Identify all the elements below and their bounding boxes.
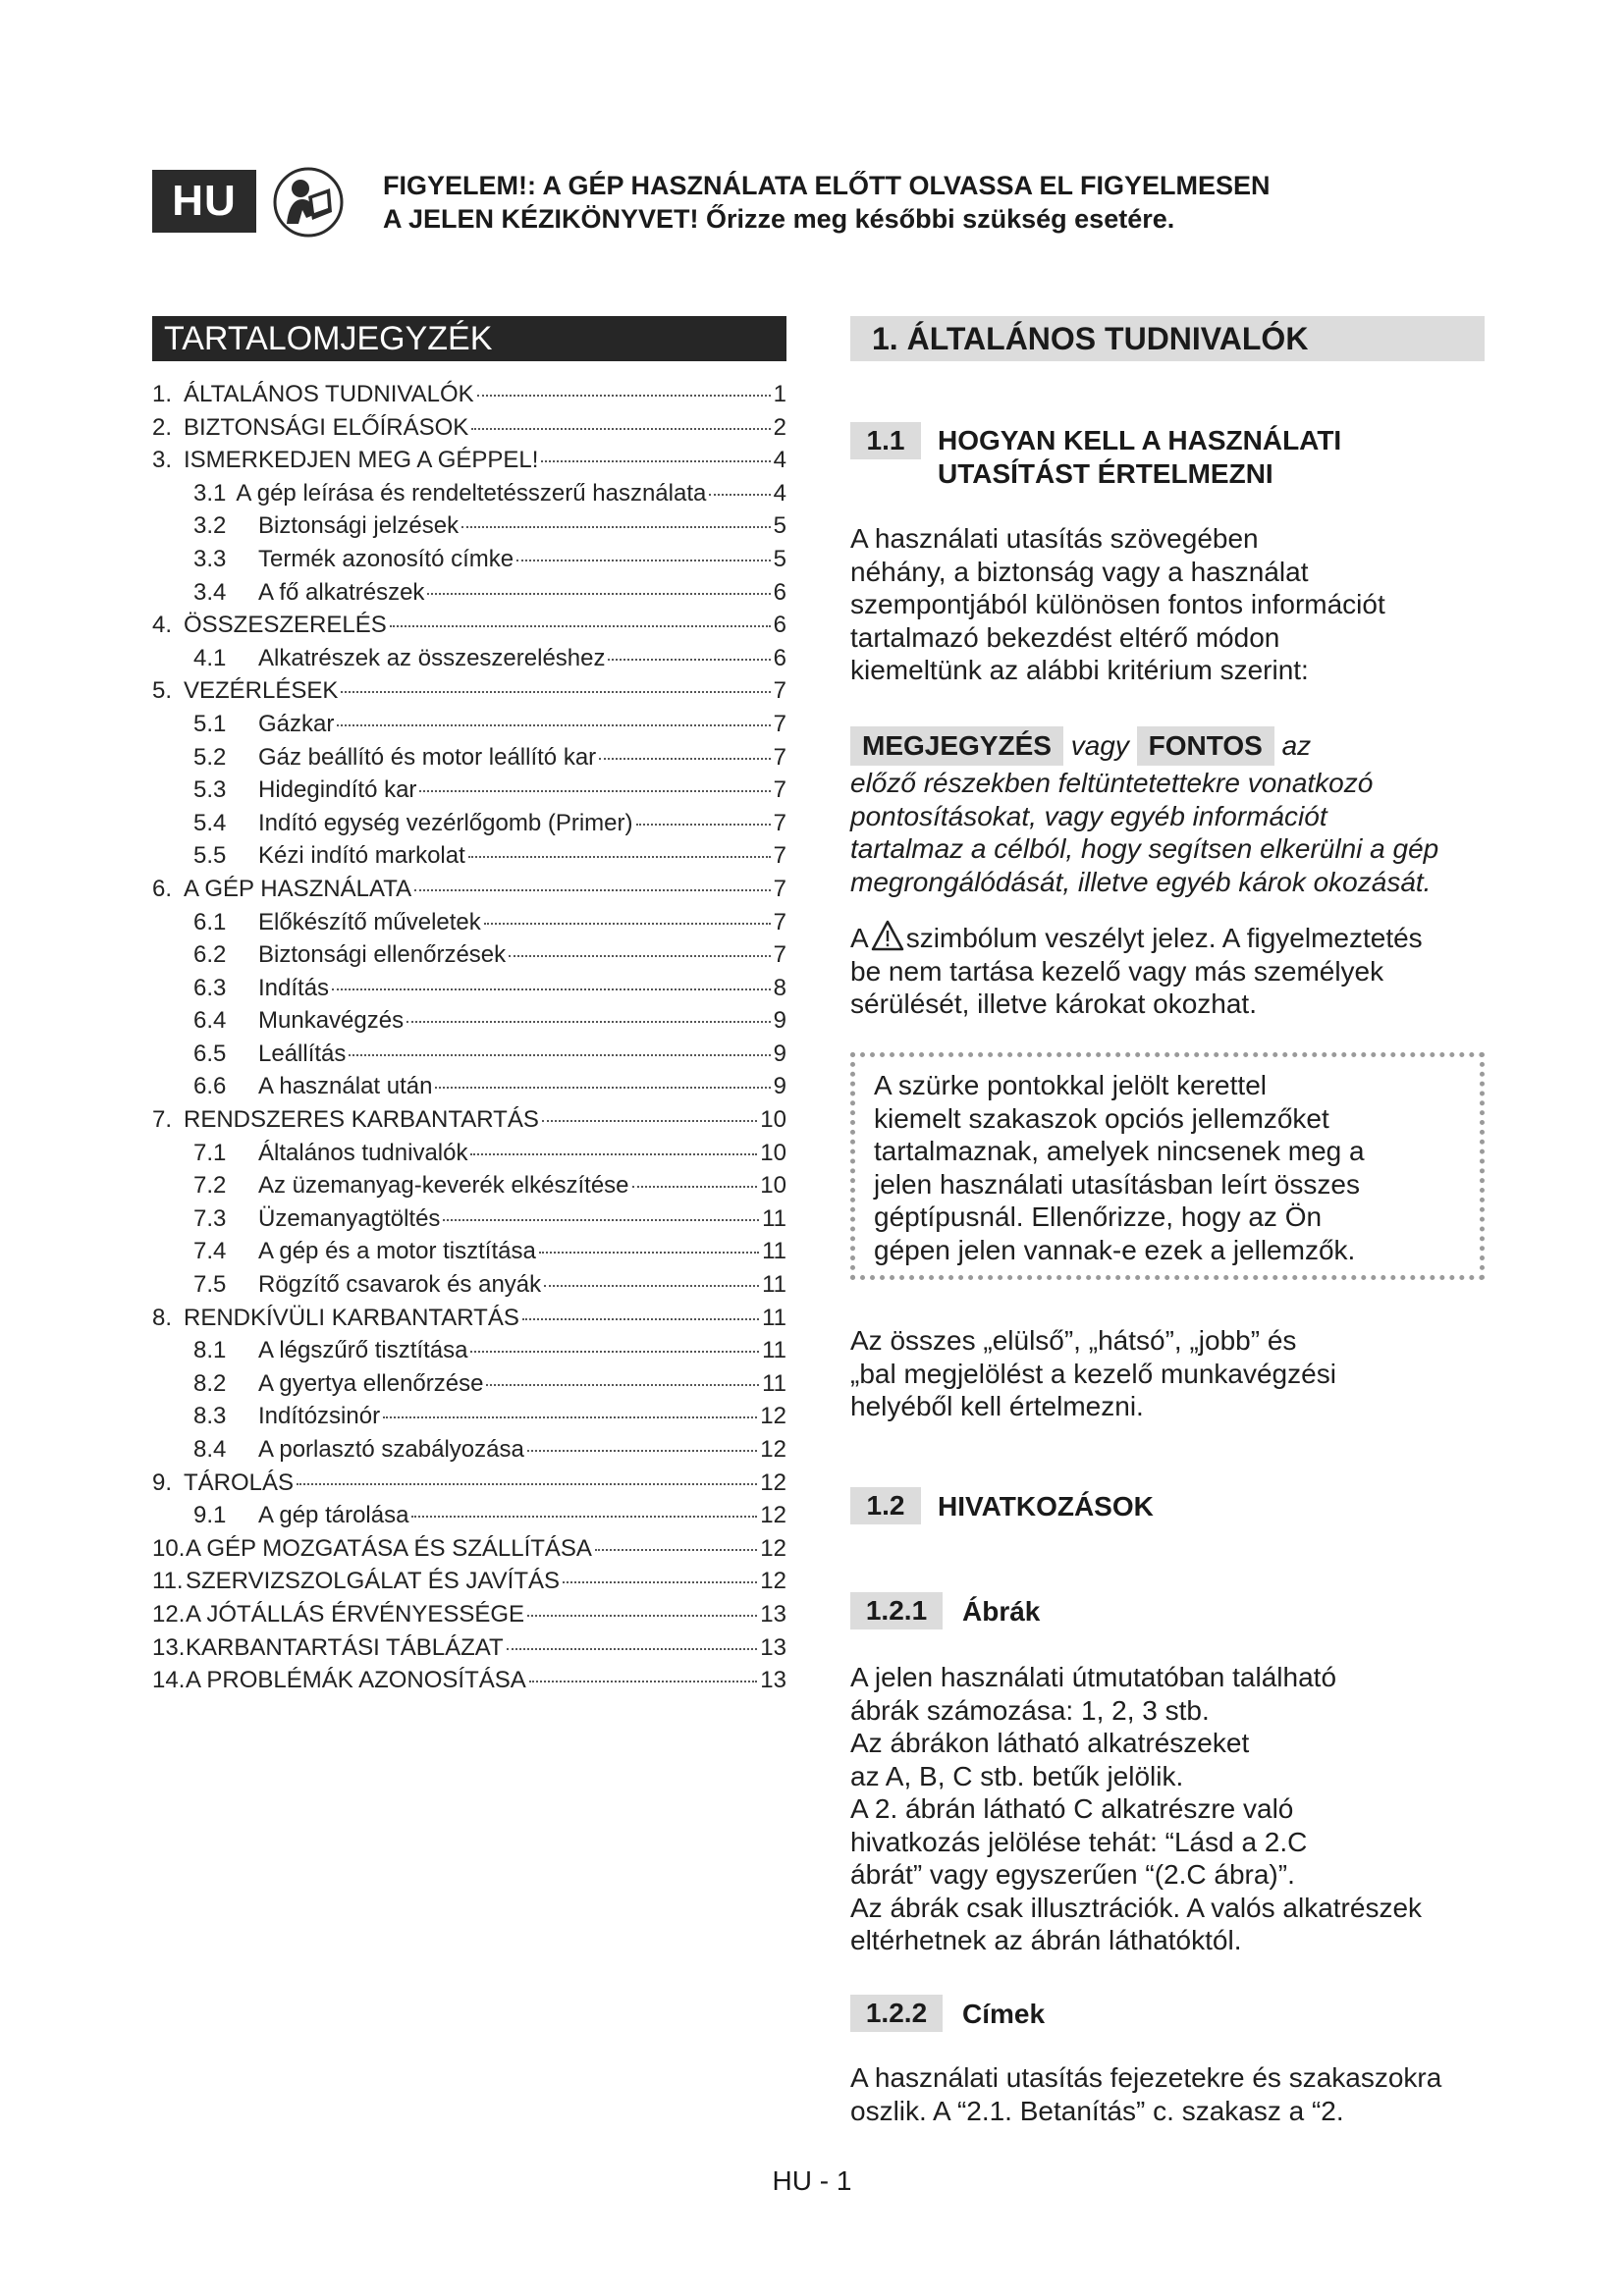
toc-entry-number: 6.3 (193, 974, 227, 1001)
text-line: tartalmaznak, amelyek nincsenek meg a (874, 1136, 1365, 1166)
toc-leader-dots (542, 1120, 757, 1122)
toc-entry-title: Kézi indító markolat (258, 842, 465, 870)
toc-entry-number: 7.2 (193, 1172, 227, 1200)
section-1-1-number: 1.1 (850, 422, 921, 459)
toc-entry-title: Gázkar (258, 710, 335, 737)
toc-entry-number: 13. (152, 1633, 186, 1661)
toc-leader-dots (471, 428, 770, 430)
toc-entry (152, 546, 786, 579)
toc-leader-dots (411, 1516, 757, 1518)
title-line: UTASÍTÁST ÉRTELMEZNI (938, 458, 1273, 489)
toc-leader-dots (507, 1648, 758, 1650)
toc-entry-number: 6.2 (193, 941, 227, 969)
important-tag: FONTOS (1137, 726, 1274, 766)
text-line: tartalmaz a célból, hogy segítsen elkerülni a gép (850, 833, 1439, 864)
section-1-2-2-title: Címek (962, 1999, 1046, 2029)
text-line: pontosításokat, vagy egyéb információt (850, 800, 1327, 831)
toc-entry-page: 12 (760, 1436, 786, 1463)
toc-entry-page: 9 (773, 1073, 786, 1100)
toc-entry (152, 447, 786, 480)
toc-entry-page: 11 (762, 1337, 786, 1364)
titles-paragraph (850, 2061, 1498, 2127)
toc-entry-number: 9. (152, 1468, 173, 1496)
toc-entry-number: 10. (152, 1534, 186, 1562)
read-manual-warning (383, 169, 1271, 236)
toc-leader-dots (608, 659, 770, 661)
toc-entry (152, 1535, 786, 1569)
toc-entry-title: Alkatrészek az összeszereléshez (258, 644, 606, 671)
text-line: szempontjából különösen fontos információt (850, 589, 1385, 619)
toc-entry-page: 7 (773, 743, 786, 771)
toc-entry-number: 4. (152, 612, 173, 639)
toc-entry (152, 1469, 786, 1503)
toc-entry-page: 7 (773, 710, 786, 737)
toc-entry-page: 2 (773, 413, 786, 441)
toc-entry-page: 9 (773, 1040, 786, 1067)
toc-entry-number: 6.6 (193, 1073, 227, 1100)
toc-leader-dots (529, 1681, 758, 1682)
toc-leader-dots (477, 395, 771, 397)
toc-entry (152, 744, 786, 777)
toc-leader-dots (406, 1021, 771, 1023)
toc-leader-dots (486, 1384, 759, 1386)
toc-entry-number: 1. (152, 381, 173, 407)
toc-entry-title: A gép tárolása (258, 1502, 409, 1529)
section-1-2-title: HIVATKOZÁSOK (938, 1491, 1154, 1522)
toc-entry (152, 1305, 786, 1338)
toc-entry-number: 5.4 (193, 809, 227, 836)
toc-entry-number: 6.5 (193, 1040, 227, 1067)
danger-symbol-paragraph (850, 920, 1498, 1021)
toc-entry (152, 842, 786, 876)
toc-leader-dots (636, 824, 771, 826)
toc-entry-number: 3.2 (193, 512, 227, 540)
toc-entry-number: 6. (152, 875, 173, 902)
text-line: eltérhetnek az ábrán láthatóktól. (850, 1925, 1242, 1955)
toc-entry-number: 8. (152, 1304, 173, 1331)
toc-leader-dots (427, 593, 770, 595)
text-line: gépen jelen vannak-e ezek a jellemzők. (874, 1234, 1356, 1265)
toc-entry-title: A használat után (258, 1073, 433, 1100)
toc-entry-title: Biztonsági ellenőrzések (258, 941, 507, 969)
toc-entry-number: 7.3 (193, 1204, 227, 1232)
toc-leader-dots (419, 790, 770, 792)
toc-entry (152, 876, 786, 909)
toc-entry-title: Gáz beállító és motor leállító kar (258, 743, 597, 771)
note-or: vagy (1070, 730, 1129, 761)
toc-entry-number: 7.5 (193, 1271, 227, 1299)
toc-leader-dots (349, 1054, 770, 1056)
toc-entry-page: 12 (760, 1403, 786, 1430)
toc-entry-page: 11 (762, 1271, 786, 1299)
text-line: helyéből kell értelmezni. (850, 1391, 1144, 1421)
toc-entry-title: Biztonsági jelzések (258, 512, 460, 540)
directions-paragraph (850, 1324, 1498, 1423)
text-line: Az ábrákon látható alkatrészeket (850, 1728, 1250, 1758)
text-line: géptípusnál. Ellenőrizze, hogy az Ön (874, 1201, 1323, 1232)
toc-entry-title: Előkészítő műveletek (258, 908, 481, 935)
toc-entry-page: 7 (773, 677, 786, 705)
toc-entry (152, 579, 786, 613)
symbol-post: szimbólum veszélyt jelez. A figyelmeztetés (905, 923, 1423, 953)
toc-entry (152, 909, 786, 942)
toc-entry-page: 6 (773, 612, 786, 639)
text-line (850, 920, 1498, 955)
toc-entry-title: Indítás (258, 974, 330, 1001)
toc-entry-page: 6 (773, 578, 786, 606)
toc-entry-title: A gép leírása és rendeltetésszerű használata (236, 479, 707, 507)
toc-entry (152, 677, 786, 711)
toc-entry (152, 414, 786, 448)
toc-entry-number: 14. (152, 1667, 186, 1694)
toc-entry-number: 8.3 (193, 1403, 227, 1430)
section-1-heading: 1. ÁLTALÁNOS TUDNIVALÓK (850, 316, 1485, 361)
section-1-2-number: 1.2 (850, 1487, 921, 1524)
toc-entry-number: 2. (152, 413, 173, 441)
toc-entry-title: Általános tudnivalók (258, 1139, 468, 1166)
toc-entry-page: 5 (773, 512, 786, 540)
toc-entry-page: 13 (760, 1667, 786, 1694)
warning-triangle-icon (871, 920, 904, 951)
toc-leader-dots (527, 1450, 757, 1452)
text-line: kiemeltünk az alábbi kritérium szerint: (850, 655, 1309, 685)
title-line: HOGYAN KELL A HASZNÁLATI (938, 425, 1342, 455)
toc-leader-dots (414, 889, 771, 891)
toc-entry-page: 4 (773, 479, 786, 507)
toc-leader-dots (632, 1186, 758, 1188)
toc-entry-page: 11 (762, 1204, 786, 1232)
toc-entry-page: 13 (760, 1633, 786, 1661)
page-number: HU - 1 (772, 2165, 852, 2196)
toc-entry-title: A gyertya ellenőrzése (258, 1369, 484, 1397)
toc-leader-dots (341, 691, 770, 693)
toc-entry-title: A PROBLÉMÁK AZONOSÍTÁSA (186, 1667, 526, 1694)
toc-entry-title: A GÉP MOZGATÁSA ÉS SZÁLLÍTÁSA (186, 1534, 592, 1562)
toc-leader-dots (516, 560, 771, 561)
toc-entry-number: 5.5 (193, 842, 227, 870)
toc-leader-dots (461, 526, 771, 528)
toc-entry-number: 9.1 (193, 1502, 227, 1529)
toc-entry (152, 1106, 786, 1140)
figures-paragraph (850, 1661, 1498, 1957)
section-1-2-1-title: Ábrák (962, 1596, 1041, 1627)
toc-leader-dots (468, 856, 771, 858)
toc-entry-page: 7 (773, 809, 786, 836)
text-line: megrongálódását, illetve egyéb károk okozását. (850, 866, 1432, 897)
text-line: az A, B, C stb. betűk jelölik. (850, 1760, 1184, 1791)
toc-entry-number: 11. (152, 1568, 184, 1595)
text-line: A használati utasítás fejezetekre és szakaszokra (850, 2062, 1442, 2093)
toc-entry (152, 1205, 786, 1239)
toc-leader-dots (527, 1615, 757, 1617)
toc-entry-page: 7 (773, 908, 786, 935)
toc-entry (152, 1436, 786, 1469)
table-of-contents (152, 381, 786, 1700)
toc-entry-page: 11 (762, 1238, 786, 1265)
toc-entry (152, 1337, 786, 1370)
toc-entry (152, 512, 786, 546)
toc-leader-dots (484, 923, 771, 925)
toc-entry-title: ÁLTALÁNOS TUDNIVALÓK (184, 381, 474, 407)
toc-entry (152, 711, 786, 744)
toc-entry-number: 7.1 (193, 1139, 227, 1166)
text-line: be nem tartása kezelő vagy más személyek (850, 955, 1384, 987)
text-line: néhány, a biztonság vagy a használat (850, 556, 1309, 587)
text-line: előző részekben feltüntetettekre vonatkozó (850, 768, 1374, 798)
toc-entry-page: 12 (760, 1568, 786, 1595)
toc-entry-title: A porlasztó szabályozása (258, 1436, 524, 1463)
text-line: tartalmazó bekezdést eltérő módon (850, 621, 1280, 653)
toc-leader-dots (435, 1087, 770, 1089)
text-line: ábrák számozása: 1, 2, 3 stb. (850, 1694, 1210, 1726)
toc-entry (152, 1172, 786, 1205)
toc-leader-dots (509, 955, 771, 957)
read-manual-icon (273, 167, 344, 238)
toc-entry-number: 4.1 (193, 644, 227, 671)
text-line: hivatkozás jelölése tehát: “Lásd a 2.C (850, 1826, 1308, 1857)
toc-entry-number: 8.4 (193, 1436, 227, 1463)
toc-entry-page: 1 (773, 381, 786, 407)
intro-paragraph (850, 522, 1498, 687)
toc-leader-dots (337, 724, 770, 726)
note-tag: MEGJEGYZÉS (850, 726, 1063, 766)
toc-entry-title: TÁROLÁS (184, 1468, 295, 1496)
toc-entry-number: 7.4 (193, 1238, 227, 1265)
toc-entry-page: 12 (760, 1534, 786, 1562)
toc-entry-page: 10 (760, 1172, 786, 1200)
toc-entry (152, 1370, 786, 1404)
note-explanation (850, 767, 1498, 898)
toc-leader-dots (595, 1549, 757, 1551)
toc-entry (152, 612, 786, 645)
symbol-pre: A (850, 923, 869, 953)
toc-entry-number: 5.3 (193, 776, 227, 804)
optional-features-text (874, 1069, 1483, 1266)
toc-entry-title: ISMERKEDJEN MEG A GÉPPEL! (184, 447, 539, 474)
toc-entry (152, 480, 786, 513)
toc-entry-page: 9 (773, 1007, 786, 1035)
note-tags-line (850, 726, 1498, 766)
toc-entry-number: 5.1 (193, 710, 227, 737)
toc-entry (152, 1238, 786, 1271)
toc-entry-page: 11 (762, 1369, 786, 1397)
toc-entry-number: 6.1 (193, 908, 227, 935)
toc-entry-number: 3.3 (193, 545, 227, 572)
toc-leader-dots (470, 1351, 759, 1353)
toc-entry-page: 13 (760, 1600, 786, 1628)
toc-entry (152, 1271, 786, 1305)
toc-entry (152, 1568, 786, 1601)
toc-entry (152, 1041, 786, 1074)
text-line: oszlik. A “2.1. Betanítás” c. szakasz a “2. (850, 2095, 1344, 2126)
text-line: A 2. ábrán látható C alkatrészre való (850, 1793, 1294, 1824)
toc-entry-page: 12 (760, 1502, 786, 1529)
toc-entry-page: 7 (773, 842, 786, 870)
toc-entry-number: 7. (152, 1106, 173, 1134)
toc-entry-title: A légszűrő tisztítása (258, 1337, 468, 1364)
toc-leader-dots (563, 1581, 757, 1583)
toc-entry-number: 3.4 (193, 578, 227, 606)
text-line: A jelen használati útmutatóban található (850, 1662, 1337, 1692)
toc-entry-title: KARBANTARTÁSI TÁBLÁZAT (186, 1633, 504, 1661)
toc-entry (152, 1667, 786, 1700)
toc-entry-page: 12 (760, 1468, 786, 1496)
toc-entry-title: RENDKÍVÜLI KARBANTARTÁS (184, 1304, 519, 1331)
toc-entry (152, 776, 786, 810)
toc-entry (152, 810, 786, 843)
toc-leader-dots (443, 1219, 759, 1221)
toc-leader-dots (390, 625, 771, 627)
section-1-2-1-number: 1.2.1 (850, 1592, 943, 1629)
warning-line-1: FIGYELEM!: A GÉP HASZNÁLATA ELŐTT OLVASSA EL FIGYELMESEN (383, 171, 1271, 200)
toc-entry-page: 5 (773, 545, 786, 572)
toc-entry-number: 5.2 (193, 743, 227, 771)
toc-entry-page: 7 (773, 776, 786, 804)
text-line: Az ábrák csak illusztrációk. A valós alkatrészek (850, 1892, 1423, 1923)
toc-entry-title: A fő alkatrészek (258, 578, 425, 606)
toc-entry-number: 8.1 (193, 1337, 227, 1364)
toc-entry-title: Üzemanyagtöltés (258, 1204, 441, 1232)
toc-entry-title: Munkavégzés (258, 1007, 405, 1035)
toc-entry-page: 7 (773, 941, 786, 969)
toc-entry-page: 4 (773, 447, 786, 474)
toc-leader-dots (332, 988, 771, 990)
text-line: kiemelt szakaszok opciós jellemzőket (874, 1102, 1329, 1134)
toc-leader-dots (709, 494, 770, 496)
toc-entry-title: RENDSZERES KARBANTARTÁS (184, 1106, 539, 1134)
toc-entry (152, 381, 786, 414)
note-az: az (1281, 730, 1312, 761)
toc-entry-number: 6.4 (193, 1007, 227, 1035)
toc-entry-title: Hidegindító kar (258, 776, 417, 804)
toc-leader-dots (522, 1318, 759, 1320)
toc-heading: TARTALOMJEGYZÉK (152, 316, 786, 361)
toc-entry-title: BIZTONSÁGI ELŐÍRÁSOK (184, 413, 469, 441)
toc-leader-dots (383, 1416, 757, 1418)
warning-line-2: A JELEN KÉZIKÖNYVET! Őrizze meg későbbi szükség esetére. (383, 204, 1175, 234)
toc-entry (152, 1073, 786, 1106)
text-line: „bal megjelölést a kezelő munkavégzési (850, 1358, 1336, 1389)
text-line: Az összes „elülső”, „hátsó”, „jobb” és (850, 1325, 1297, 1356)
toc-leader-dots (297, 1483, 757, 1485)
toc-entry (152, 1007, 786, 1041)
text-line: sérülését, illetve károkat okozhat. (850, 988, 1257, 1019)
toc-entry-title: Leállítás (258, 1040, 347, 1067)
toc-entry-title: A JÓTÁLLÁS ÉRVÉNYESSÉGE (186, 1600, 525, 1628)
toc-leader-dots (544, 1285, 759, 1287)
toc-entry-page: 6 (773, 644, 786, 671)
toc-entry (152, 1601, 786, 1634)
toc-entry (152, 645, 786, 678)
toc-entry (152, 1140, 786, 1173)
text-line: jelen használati utasításban leírt összes (874, 1168, 1360, 1200)
toc-entry (152, 1634, 786, 1668)
toc-entry-number: 3.1 (193, 479, 227, 507)
toc-entry-title: SZERVIZSZOLGÁLAT ÉS JAVÍTÁS (186, 1568, 560, 1595)
toc-entry-title: Az üzemanyag-keverék elkészítése (258, 1172, 629, 1200)
toc-leader-dots (539, 1252, 759, 1254)
toc-entry (152, 941, 786, 975)
toc-leader-dots (541, 460, 770, 462)
language-badge: HU (152, 170, 256, 233)
toc-leader-dots (470, 1153, 757, 1155)
toc-entry-title: Indítózsinór (258, 1403, 381, 1430)
toc-entry-number: 3. (152, 447, 173, 474)
toc-leader-dots (599, 758, 770, 760)
text-line: A szürke pontokkal jelölt kerettel (874, 1070, 1267, 1100)
toc-entry-number: 5. (152, 677, 173, 705)
toc-entry-title: A GÉP HASZNÁLATA (184, 875, 412, 902)
toc-entry-title: Termék azonosító címke (258, 545, 514, 572)
text-line: ábrát” vagy egyszerűen “(2.C ábra)”. (850, 1859, 1295, 1890)
toc-entry (152, 1403, 786, 1436)
toc-entry-title: VEZÉRLÉSEK (184, 677, 339, 705)
text-line: A használati utasítás szövegében (850, 523, 1259, 554)
toc-entry-page: 11 (762, 1304, 786, 1331)
toc-entry-title: Rögzítő csavarok és anyák (258, 1271, 542, 1299)
toc-entry-number: 12. (152, 1600, 186, 1628)
toc-entry-page: 7 (773, 875, 786, 902)
toc-entry (152, 1502, 786, 1535)
toc-entry-number: 8.2 (193, 1369, 227, 1397)
toc-entry-title: A gép és a motor tisztítása (258, 1238, 536, 1265)
toc-entry-page: 10 (760, 1106, 786, 1134)
toc-entry-title: Indító egység vezérlőgomb (Primer) (258, 809, 633, 836)
toc-entry-title: ÖSSZESZERELÉS (184, 612, 387, 639)
toc-entry-page: 8 (773, 974, 786, 1001)
section-1-1-title (938, 424, 1341, 491)
section-1-2-2-number: 1.2.2 (850, 1995, 943, 2032)
toc-entry-page: 10 (760, 1139, 786, 1166)
toc-entry (152, 975, 786, 1008)
